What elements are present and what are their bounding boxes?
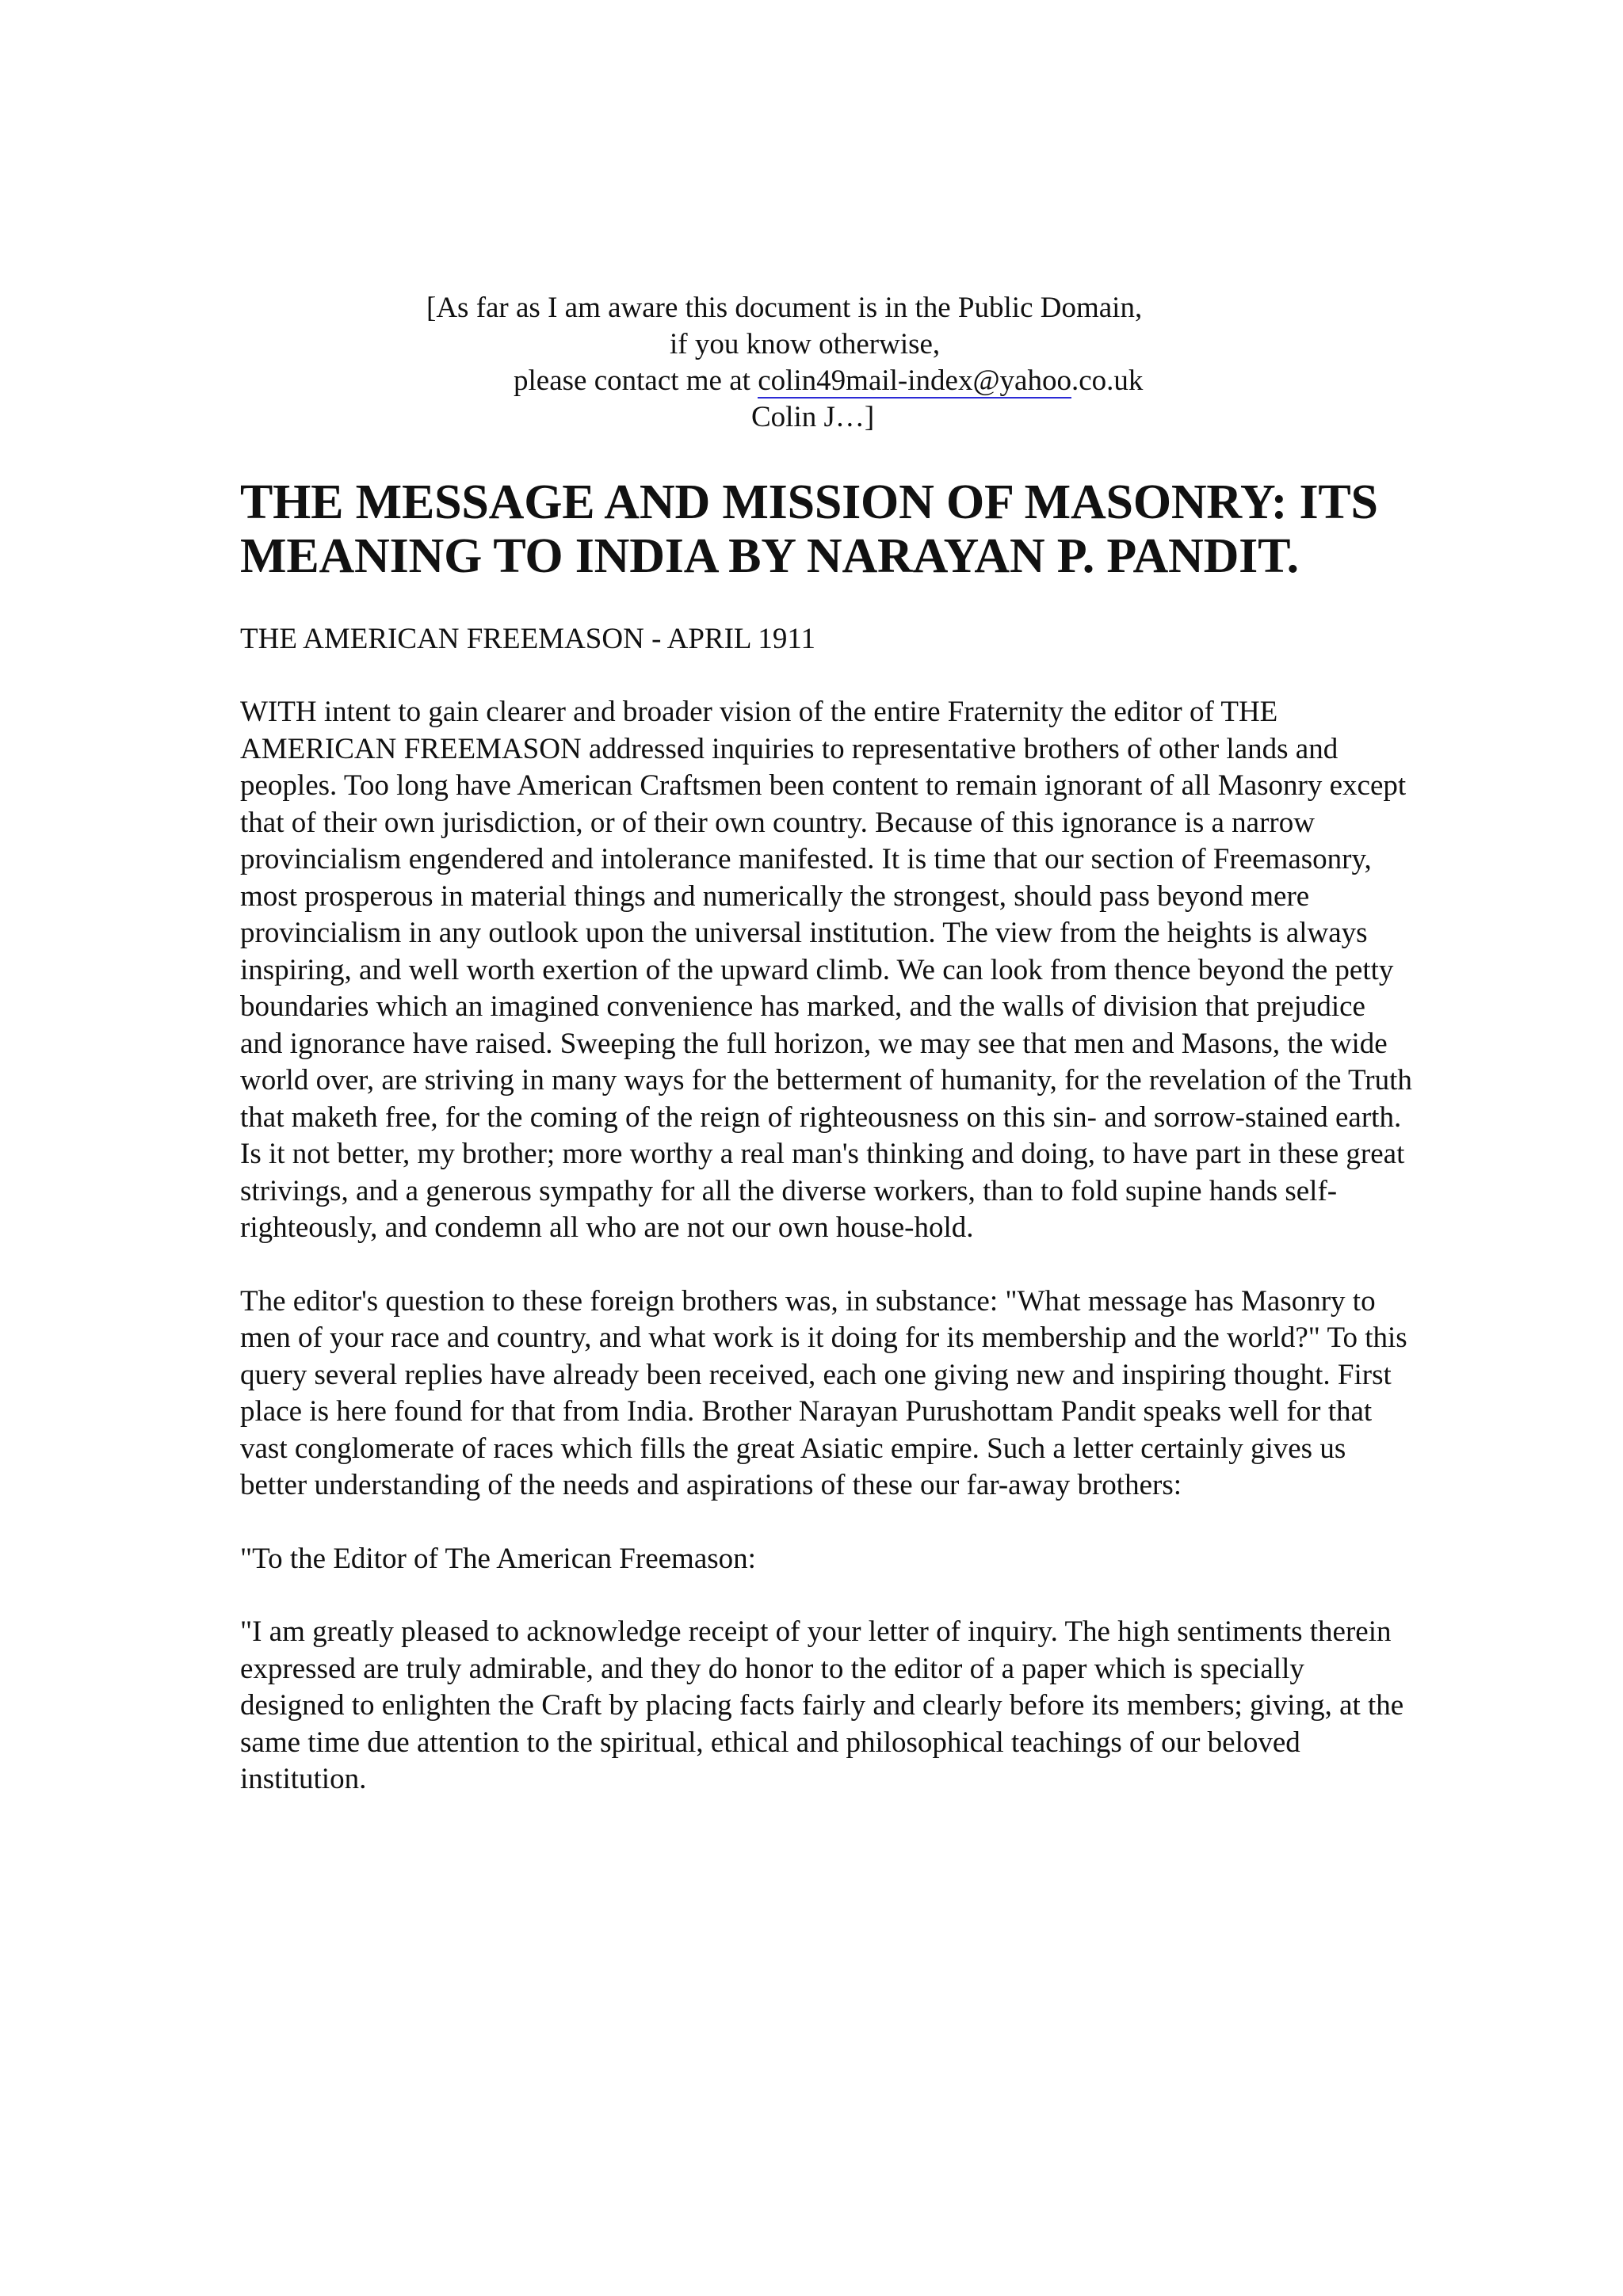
publication-source: THE AMERICAN FREEMASON - APRIL 1911 bbox=[240, 623, 815, 655]
notice-contact-prefix: please contact me at bbox=[514, 364, 758, 397]
document-body bbox=[240, 475, 1413, 1798]
contact-email-link[interactable]: colin49mail-index@yahoo bbox=[758, 364, 1071, 397]
document-title: THE MESSAGE AND MISSION OF MASONRY: ITS MEANING TO INDIA BY NARAYAN P. PANDIT. bbox=[240, 475, 1378, 583]
notice-line-3 bbox=[238, 363, 1347, 399]
notice-line-2: if you know otherwise, bbox=[670, 328, 941, 360]
notice-line-1: [As far as I am aware this document is in the Public Domain, bbox=[426, 292, 1143, 324]
paragraph-introduction: WITH intent to gain clearer and broader vision of the entire Fraternity the editor of THE AMERICAN FREEMASON addressed inquiries to representative brothers of other lands and peoples. Too long have American Craftsmen been content to remain ignorant of all Masonry except that of their own jurisdiction, or of their own country. Because of this ignorance is a narrow provincialism engendered and intolerance manifested. It is time that our section of Freemasonry, most prosperous in material things and numerically the strongest, should pass beyond mere provincialism in any outlook upon the universal institution. The view from the heights is always inspiring, and well worth exertion of the upward climb. We can look from thence beyond the petty boundaries which an imagined convenience has marked, and the walls of division that prejudice and ignorance have raised. Sweeping the full horizon, we may see that men and Masons, the wide world over, are striving in many ways for the betterment of humanity, for the revelation of the Truth that maketh free, for the coming of the reign of righteousness on this sin- and sorrow-stained earth. Is it not better, my brother; more worthy a real man's thinking and doing, to have part in these great strivings, and a generous sympathy for all the diverse workers, than to fold supine hands self-righteously, and condemn all who are not our own house-hold. bbox=[240, 696, 1412, 1244]
paragraph-letter-opening: "I am greatly pleased to acknowledge receipt of your letter of inquiry. The high sentiments therein expressed are truly admirable, and they do honor to the editor of a paper which is specially designed to enlighten the Craft by placing facts fairly and clearly before its members; giving, at the same time due attention to the spiritual, ethical and philosophical teachings of our beloved institution. bbox=[240, 1615, 1404, 1795]
paragraph-letter-salutation: "To the Editor of The American Freemason: bbox=[240, 1542, 756, 1575]
notice-signature: Colin J…] bbox=[751, 401, 875, 433]
contact-email-domain-tail: .co.uk bbox=[1071, 364, 1144, 397]
public-domain-notice bbox=[238, 290, 1347, 436]
paragraph-editors-question: The editor's question to these foreign brothers was, in substance: "What message has Masonry to men of your race and country, and what work is it doing for its membership and the world?" To this query several replies have already been received, each one giving new and inspiring thought. First place is here found for that from India. Brother Narayan Purushottam Pandit speaks well for that vast conglomerate of races which fills the great Asiatic empire. Such a letter certainly gives us better understanding of the needs and aspirations of these our far-away brothers: bbox=[240, 1284, 1407, 1501]
